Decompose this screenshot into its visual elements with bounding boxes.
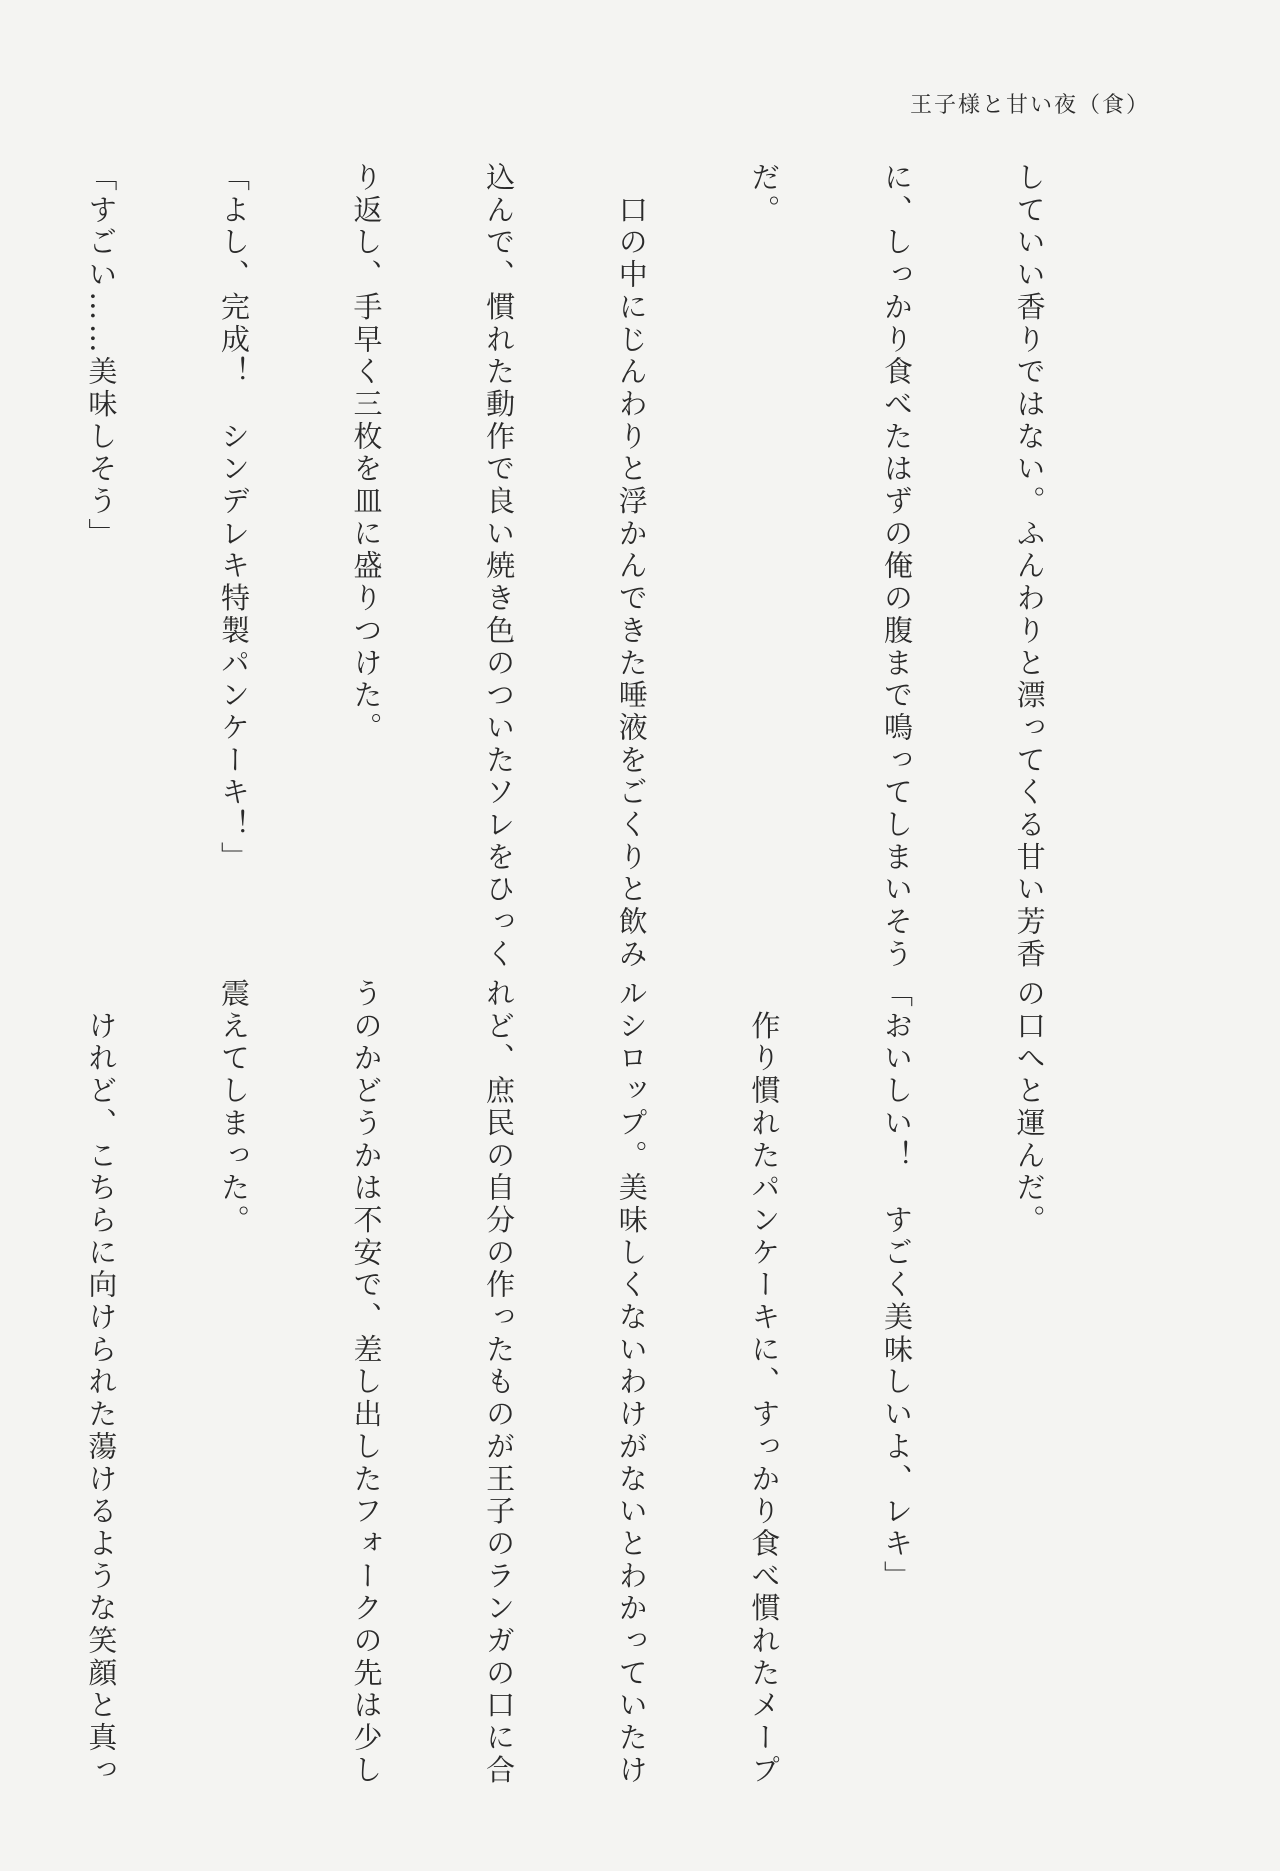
text-line: ルシロップ。美味しくないわけがないとわかっていたけ [614,978,649,1787]
text-line: に、しっかり食べたはずの俺の腹まで鳴ってしまいそう [879,162,914,971]
text-line: 「よし、完成！ シンデレキ特製パンケーキ！」 [216,162,251,874]
text-line: 作り慣れたパンケーキに、すっかり食べ慣れたメープ [747,978,782,1787]
upper-text-block [0,162,1140,971]
text-line: れど、庶民の自分の作ったものが王子のランガの口に合 [482,978,517,1787]
text-line: していい香りではない。ふんわりと漂ってくる甘い芳香 [1012,162,1047,971]
text-line: 「すごい……美味しそう」 [84,162,119,551]
text-line: だ。 [747,162,782,227]
text-line: り返し、手早く三枚を皿に盛りつけた。 [349,162,384,745]
text-line: 「おいしい！ すごく美味しいよ、レキ」 [879,978,914,1593]
text-line: けれど、こちらに向けられた蕩けるような笑顔と真っ [84,978,119,1787]
lower-text-block [0,978,1140,1787]
text-line: 口の中にじんわりと浮かんできた唾液をごくりと飲み [614,162,649,971]
text-line: 震えてしまった。 [216,978,251,1237]
text-line: うのかどうかは不安で、差し出したフォークの先は少し [349,978,384,1787]
text-line: の口へと運んだ。 [1012,978,1047,1237]
running-header: 王子様と甘い夜（食） [909,93,1150,118]
text-line: 込んで、慣れた動作で良い焼き色のついたソレをひっく [482,162,517,971]
